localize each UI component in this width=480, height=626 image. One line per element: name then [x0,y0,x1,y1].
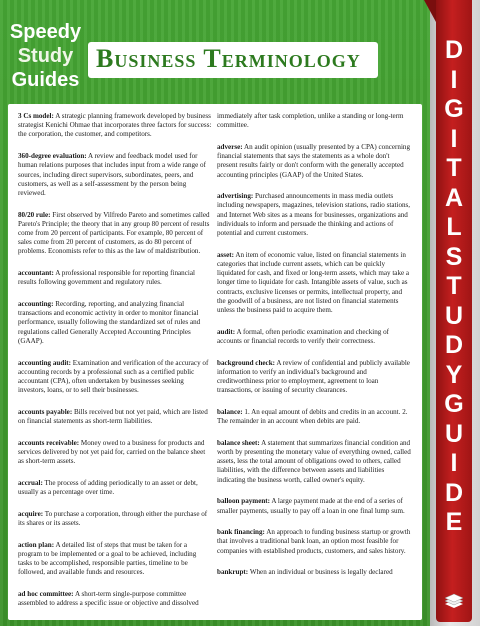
glossary-entry [18,408,212,426]
glossary-definition: A formal, often periodic examination and checking of accounts or financial records to verify their correctness. [217,327,389,345]
glossary-term: advertising: [217,192,254,201]
glossary-term: accountant: [18,269,54,278]
spine-letter: I [450,65,458,94]
spine-letter: S [445,242,463,271]
glossary-definition: First observed by Vilfredo Pareto and sometimes called Pareto's Principle; the theory that in any group 80 percent of results come from 20 percent of participants. For example, 80 percent of sales come from 20 percent of customers, as do 80 percent of problems. Economists refer to this as the law of maldistribution. [18,210,210,256]
glossary-definition: A short-term single-purpose committee assembled to address a specific issue or objective and dissolved [18,590,199,608]
glossary-term: audit: [217,327,236,336]
glossary-term: 3 Cs model: [18,112,54,120]
glossary-definition: The process of adding periodically to an asset or debt, usually as a percentage over time. [18,478,198,497]
spine-letter: I [450,124,458,153]
glossary-definition: A strategic planning framework developed by business strategist Kenichi Ohmae that incorporates three factors for success: the corporation, the customer, and competitors. [18,112,212,139]
spine-letter: I [450,449,458,477]
spine-letter: U [444,301,464,330]
logo-line-2: Study [17,45,74,67]
logo-line-1: Speedy [9,21,82,43]
glossary-entry [18,590,212,608]
glossary-entry [217,568,411,577]
glossary-entry [18,479,212,497]
spine-letter: T [446,272,462,300]
glossary-definition: An item of economic value, listed on financial statements in categories that include current assets, which can be quickly liquidated for cash, and fixed or long-term assets, which may take a longer time to liquidate for cash. Intangible assets of value, such as contracts, exclusive licenses or permits, intellectual property, and the goodwill of a business, are not listed on financial statements unless the business paid to acquire them. [217,250,410,314]
glossary-term: 80/20 rule: [18,210,51,219]
glossary-term: balloon payment: [217,497,271,506]
glossary-entry [18,269,212,287]
glossary-entry [18,112,212,140]
glossary-term: acquire: [18,509,44,518]
glossary-term: ad hoc committee: [18,590,74,599]
glossary-term: balance sheet: [217,438,260,447]
glossary-entry [217,497,411,515]
glossary-definition: Money owed to a business for products and services delivered by not yet paid for, carried on the balance sheet as short-term assets. [18,438,206,466]
spine-letter: A [444,183,464,212]
glossary-term: accounting audit: [18,358,72,367]
glossary-entry [217,143,411,180]
glossary-definition: A detailed list of steps that must be taken for a program to be implemented or a goal to be achieved, including tasks to be accomplished, responsible parties, timeline to be followed, and available funds and resources. [18,540,197,577]
glossary-entry [217,328,411,346]
glossary-definition: When an individual or business is legally declared [249,568,393,577]
glossary-term: action plan: [18,540,55,549]
spine-letter: D [444,331,464,359]
glossary-entry [217,408,411,426]
glossary-entry [217,359,411,396]
glossary-term: bankrupt: [217,568,249,577]
spine-letter: D [444,36,464,64]
glossary-entry [217,528,411,556]
glossary-entry [18,211,212,257]
glossary-entry [18,152,212,198]
glossary-entry [217,112,411,130]
left-column [18,112,212,621]
glossary-term: adverse: [217,142,243,151]
glossary-definition: Examination and verification of the accuracy of accounting records by a professional such as a certified public accountant (CPA), often undertaken by businesses seeking investors, loans, or to sell their businesses. [18,358,209,395]
glossary-definition: A review and feedback model used for human relations purposes that includes input from a wide range of sources, including direct supervisors, subordinates, peers, and customers, as well as a self-assessment by the person being reviewed. [18,152,206,197]
glossary-definition: To purchase a corporation, through either the purchase of its shares or its assets. [18,509,208,527]
content-panel [8,104,422,620]
spine-letter: Y [445,360,463,389]
glossary-entry [18,359,212,396]
glossary-definition: Recording, reporting, and analyzing financial transactions and economic activity in order to monitor financial performance, usually following the standardized set of rules and regulations called Generally Accepted Accounting Principles (GAAP). [18,300,201,345]
glossary-term: accounting: [18,300,54,309]
glossary-definition: 1. An equal amount of debits and credits in an account. 2. The remainder in an account when debits are paid. [217,407,408,426]
glossary-term: balance: [217,407,243,416]
spine-letter: U [444,419,464,448]
glossary-entry [18,541,212,578]
glossary-term: bank financing: [217,528,265,537]
page-title: Business Terminology [96,44,361,73]
spine-letter: G [444,95,464,123]
glossary-term: asset: [217,250,234,259]
glossary-definition: A large payment made at the end of a series of smaller payments, usually to pay off a loan in one final lump sum. [217,497,405,515]
spine-letter: D [444,478,464,507]
glossary-entry [217,192,411,238]
spine-letter: G [444,390,464,418]
glossary-entry [217,251,411,315]
ribbon-fold [424,0,436,22]
book-stack-icon [443,590,465,612]
spine-title [436,36,472,538]
glossary-entry [18,439,212,467]
speedy-study-guides-logo [8,20,83,96]
glossary-entry [217,439,411,485]
logo-line-3: Guides [11,69,80,91]
right-column [217,112,411,590]
glossary-term: 360-degree evaluation: [18,152,87,161]
glossary-term: background check: [217,358,276,367]
glossary-entry [18,300,212,346]
glossary-definition: An audit opinion (usually presented by a CPA) concerning financial statements that says the statements as a whole don't present results fairly or don't conform with the generally accepted accounting principles (GAAP) of the United States. [217,142,411,179]
glossary-definition: A review of confidential and publicly available information to verify an individual's background and creditworthiness prior to employment, agreement to loan transactions, or issuing of security clearances. [217,358,410,395]
glossary-term: accounts payable: [18,407,73,416]
spine-letter: T [446,154,462,182]
glossary-definition: A professional responsible for reporting financial results following government and regulatory rules. [18,269,195,287]
glossary-definition: A statement that summarizes financial condition and worth by presenting the monetary value of everything owned, called assets, less the total amount of obligations owed to others, called liabilities, with the difference between assets and liabilities indicating the business worth, called owner's equity. [217,438,411,484]
glossary-entry [18,510,212,528]
spine-letter: L [446,213,462,241]
spine-letter: E [445,508,463,536]
glossary-definition: Purchased announcements in mass media outlets including newspapers, magazines, television stations, radio stations, and Internet Web sites as a means for businesses, organizations and individuals to inform and persuade the thinking and actions of potential and current customers. [217,192,411,238]
glossary-definition: An approach to funding business startup or growth that involves a traditional bank loan, an option most feasible for companies with established products, customers, and sales history. [217,528,411,555]
glossary-term: accrual: [18,478,43,487]
glossary-definition: Bills received but not yet paid, which are listed on financial statements as short-term liabilities. [18,407,208,426]
glossary-definition: immediately after task completion, unlike a standing or long-term committee. [217,112,404,130]
glossary-term: accounts receivable: [18,438,80,447]
